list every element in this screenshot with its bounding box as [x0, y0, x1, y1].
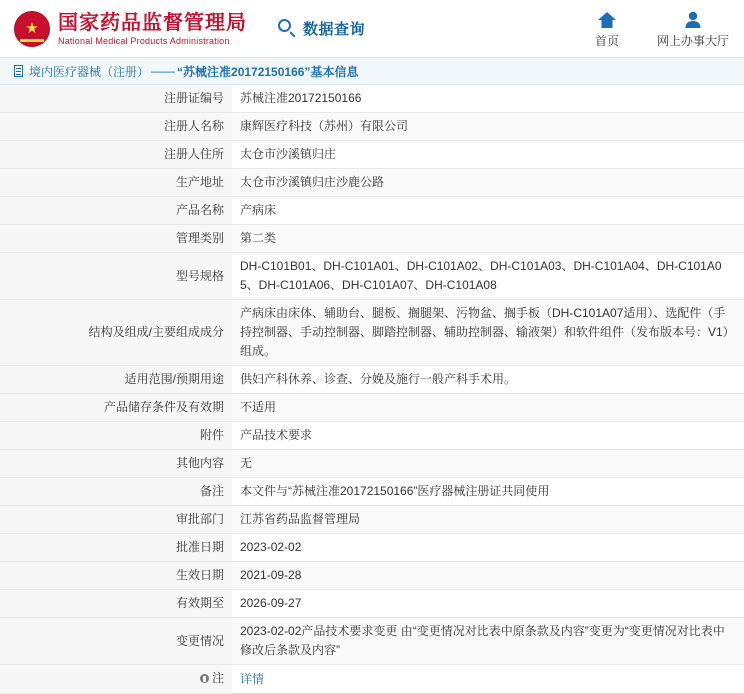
row-label: 适用范围/预期用途	[0, 366, 232, 394]
row-label: 有效期至	[0, 590, 232, 618]
row-value: 太仓市沙溪镇归庄	[232, 141, 744, 169]
nav-item-online-hall[interactable]	[657, 9, 730, 49]
document-icon	[14, 65, 25, 78]
row-label: 结构及组成/主要组成成分	[0, 300, 232, 366]
row-label: 生产地址	[0, 169, 232, 197]
info-icon	[200, 674, 209, 683]
table-row	[0, 197, 744, 225]
breadcrumb-separator: ——	[151, 64, 176, 78]
table-row	[0, 478, 744, 506]
row-value: 不适用	[232, 394, 744, 422]
table-row	[0, 590, 744, 618]
row-value: 本文件与“苏械注准20172150166”医疗器械注册证共同使用	[232, 478, 744, 506]
info-table-wrapper	[0, 85, 744, 694]
row-label: 其他内容	[0, 450, 232, 478]
breadcrumb	[0, 58, 744, 85]
table-row	[0, 85, 744, 113]
row-value: 2026-09-27	[232, 590, 744, 618]
data-query-label: 数据查询	[303, 21, 366, 38]
row-value: DH-C101B01、DH-C101A01、DH-C101A02、DH-C101A03、DH-C101A04、DH-C101A05、DH-C101A06、DH-C101A07、DH-C101A08	[232, 253, 744, 300]
organization-names	[58, 11, 247, 47]
user-icon	[683, 9, 703, 31]
registration-info-table	[0, 85, 744, 694]
nav-label-online-hall: 网上办事大厅	[657, 33, 730, 48]
row-value: 产品技术要求	[232, 422, 744, 450]
org-name-en: National Medical Products Administration	[58, 35, 230, 46]
breadcrumb-registration-number: “苏械注准20172150166”	[177, 64, 311, 79]
row-label: 附件	[0, 422, 232, 450]
org-name-cn: 国家药品监督管理局	[58, 11, 247, 34]
header-nav	[578, 9, 730, 49]
row-value: 第二类	[232, 225, 744, 253]
national-emblem-icon: ★	[14, 11, 50, 47]
table-row	[0, 225, 744, 253]
row-label: 注册人住所	[0, 141, 232, 169]
row-label: 批准日期	[0, 534, 232, 562]
table-row	[0, 562, 744, 590]
row-value: 苏械注准20172150166	[232, 85, 744, 113]
note-label-cell	[0, 665, 232, 694]
row-label: 生效日期	[0, 562, 232, 590]
row-value: 2023-02-02	[232, 534, 744, 562]
table-row	[0, 534, 744, 562]
table-row-note	[0, 665, 744, 694]
nav-label-home: 首页	[594, 33, 619, 48]
row-label: 审批部门	[0, 506, 232, 534]
note-value-cell	[232, 665, 744, 694]
row-label: 注册人名称	[0, 113, 232, 141]
row-value: 2023-02-02产品技术要求变更 由“变更情况对比表中原条款及内容”变更为“变更情况对比表中修改后条款及内容”	[232, 618, 744, 665]
table-row	[0, 618, 744, 665]
breadcrumb-page-title: 基本信息	[310, 64, 359, 79]
row-label: 管理类别	[0, 225, 232, 253]
row-value: 产病床	[232, 197, 744, 225]
table-row	[0, 141, 744, 169]
row-value: 太仓市沙溪镇归庄沙鹿公路	[232, 169, 744, 197]
row-value: 康辉医疗科技（苏州）有限公司	[232, 113, 744, 141]
search-icon	[277, 18, 298, 39]
table-row	[0, 253, 744, 300]
note-detail-link[interactable]: 详情	[240, 671, 265, 686]
table-row	[0, 366, 744, 394]
row-value: 无	[232, 450, 744, 478]
table-row	[0, 113, 744, 141]
row-label: 产品名称	[0, 197, 232, 225]
breadcrumb-category[interactable]: 境内医疗器械（注册）	[29, 64, 150, 79]
nav-item-home[interactable]	[578, 9, 636, 49]
data-query-link[interactable]	[277, 18, 365, 39]
row-label: 型号规格	[0, 253, 232, 300]
table-row	[0, 169, 744, 197]
table-row	[0, 506, 744, 534]
row-label: 产品储存条件及有效期	[0, 394, 232, 422]
home-icon	[597, 9, 617, 31]
note-label-text: 注	[211, 671, 224, 685]
table-row	[0, 394, 744, 422]
row-label: 注册证编号	[0, 85, 232, 113]
row-value: 供妇产科休养、诊查、分娩及施行一般产科手术用。	[232, 366, 744, 394]
table-row	[0, 450, 744, 478]
site-header	[0, 0, 744, 58]
row-value: 产病床由床体、辅助台、腿板、搁腿架、污物盆、搁手板（DH-C101A07适用）、选配件（手持控制器、手动控制器、脚踏控制器、辅助控制器、输液架）和软件组件（发布版本号：V1）组成。	[232, 300, 744, 366]
row-value: 江苏省药品监督管理局	[232, 506, 744, 534]
row-label: 变更情况	[0, 618, 232, 665]
row-value: 2021-09-28	[232, 562, 744, 590]
table-row	[0, 422, 744, 450]
row-label: 备注	[0, 478, 232, 506]
table-row	[0, 300, 744, 366]
